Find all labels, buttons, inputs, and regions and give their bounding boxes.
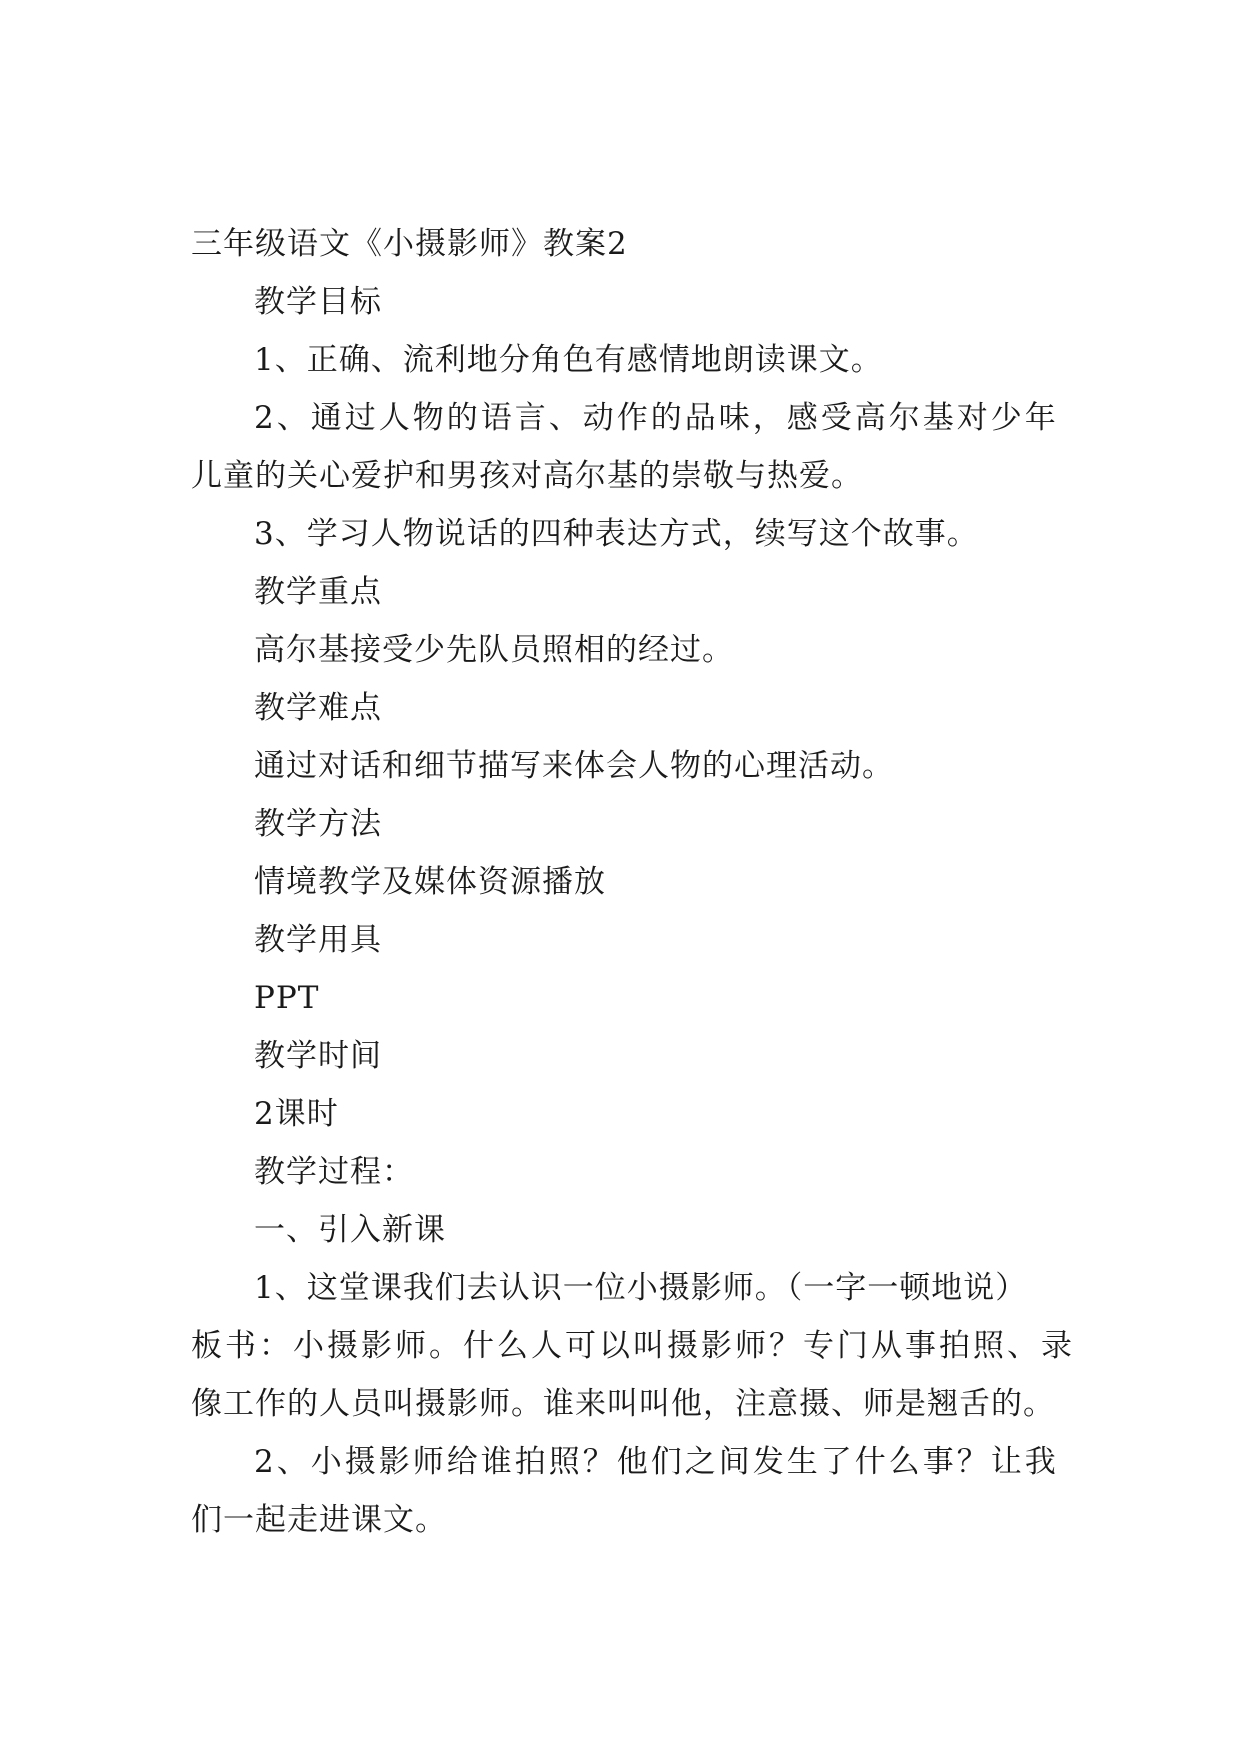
paragraph-line: 2课时	[254, 1096, 339, 1132]
heading-teaching-goals: 教学目标	[254, 284, 382, 320]
paragraph-line: 1、这堂课我们去认识一位小摄影师。（一字一顿地说）	[254, 1270, 1028, 1306]
section-heading: 一、引入新课	[254, 1212, 446, 1248]
heading-key-points: 教学重点	[254, 574, 382, 610]
paragraph-line: 们一起走进课文。	[191, 1502, 447, 1538]
paragraph-line: 儿童的关心爱护和男孩对高尔基的崇敬与热爱。	[191, 458, 863, 494]
paragraph-line: 2、小摄影师给谁拍照？他们之间发生了什么事？让我	[254, 1444, 1059, 1480]
paragraph-line: 2、通过人物的语言、动作的品味，感受高尔基对少年	[254, 400, 1059, 436]
paragraph-line: 3、学习人物说话的四种表达方式，续写这个故事。	[254, 516, 979, 552]
heading-time: 教学时间	[254, 1038, 382, 1074]
paragraph-line: 像工作的人员叫摄影师。谁来叫叫他，注意摄、师是翘舌的。	[191, 1386, 1055, 1422]
document-title: 三年级语文《小摄影师》教案2	[191, 226, 628, 262]
paragraph-line: 情境教学及媒体资源播放	[254, 864, 606, 900]
heading-tools: 教学用具	[254, 922, 382, 958]
paragraph-line: 通过对话和细节描写来体会人物的心理活动。	[254, 748, 894, 784]
heading-methods: 教学方法	[254, 806, 382, 842]
paragraph-line: PPT	[254, 980, 320, 1016]
heading-difficulties: 教学难点	[254, 690, 382, 726]
paragraph-line: 1、正确、流利地分角色有感情地朗读课文。	[254, 342, 883, 378]
paragraph-line: 板书：小摄影师。什么人可以叫摄影师？专门从事拍照、录	[191, 1328, 1075, 1364]
paragraph-line: 高尔基接受少先队员照相的经过。	[254, 632, 734, 668]
heading-process: 教学过程：	[254, 1154, 414, 1190]
